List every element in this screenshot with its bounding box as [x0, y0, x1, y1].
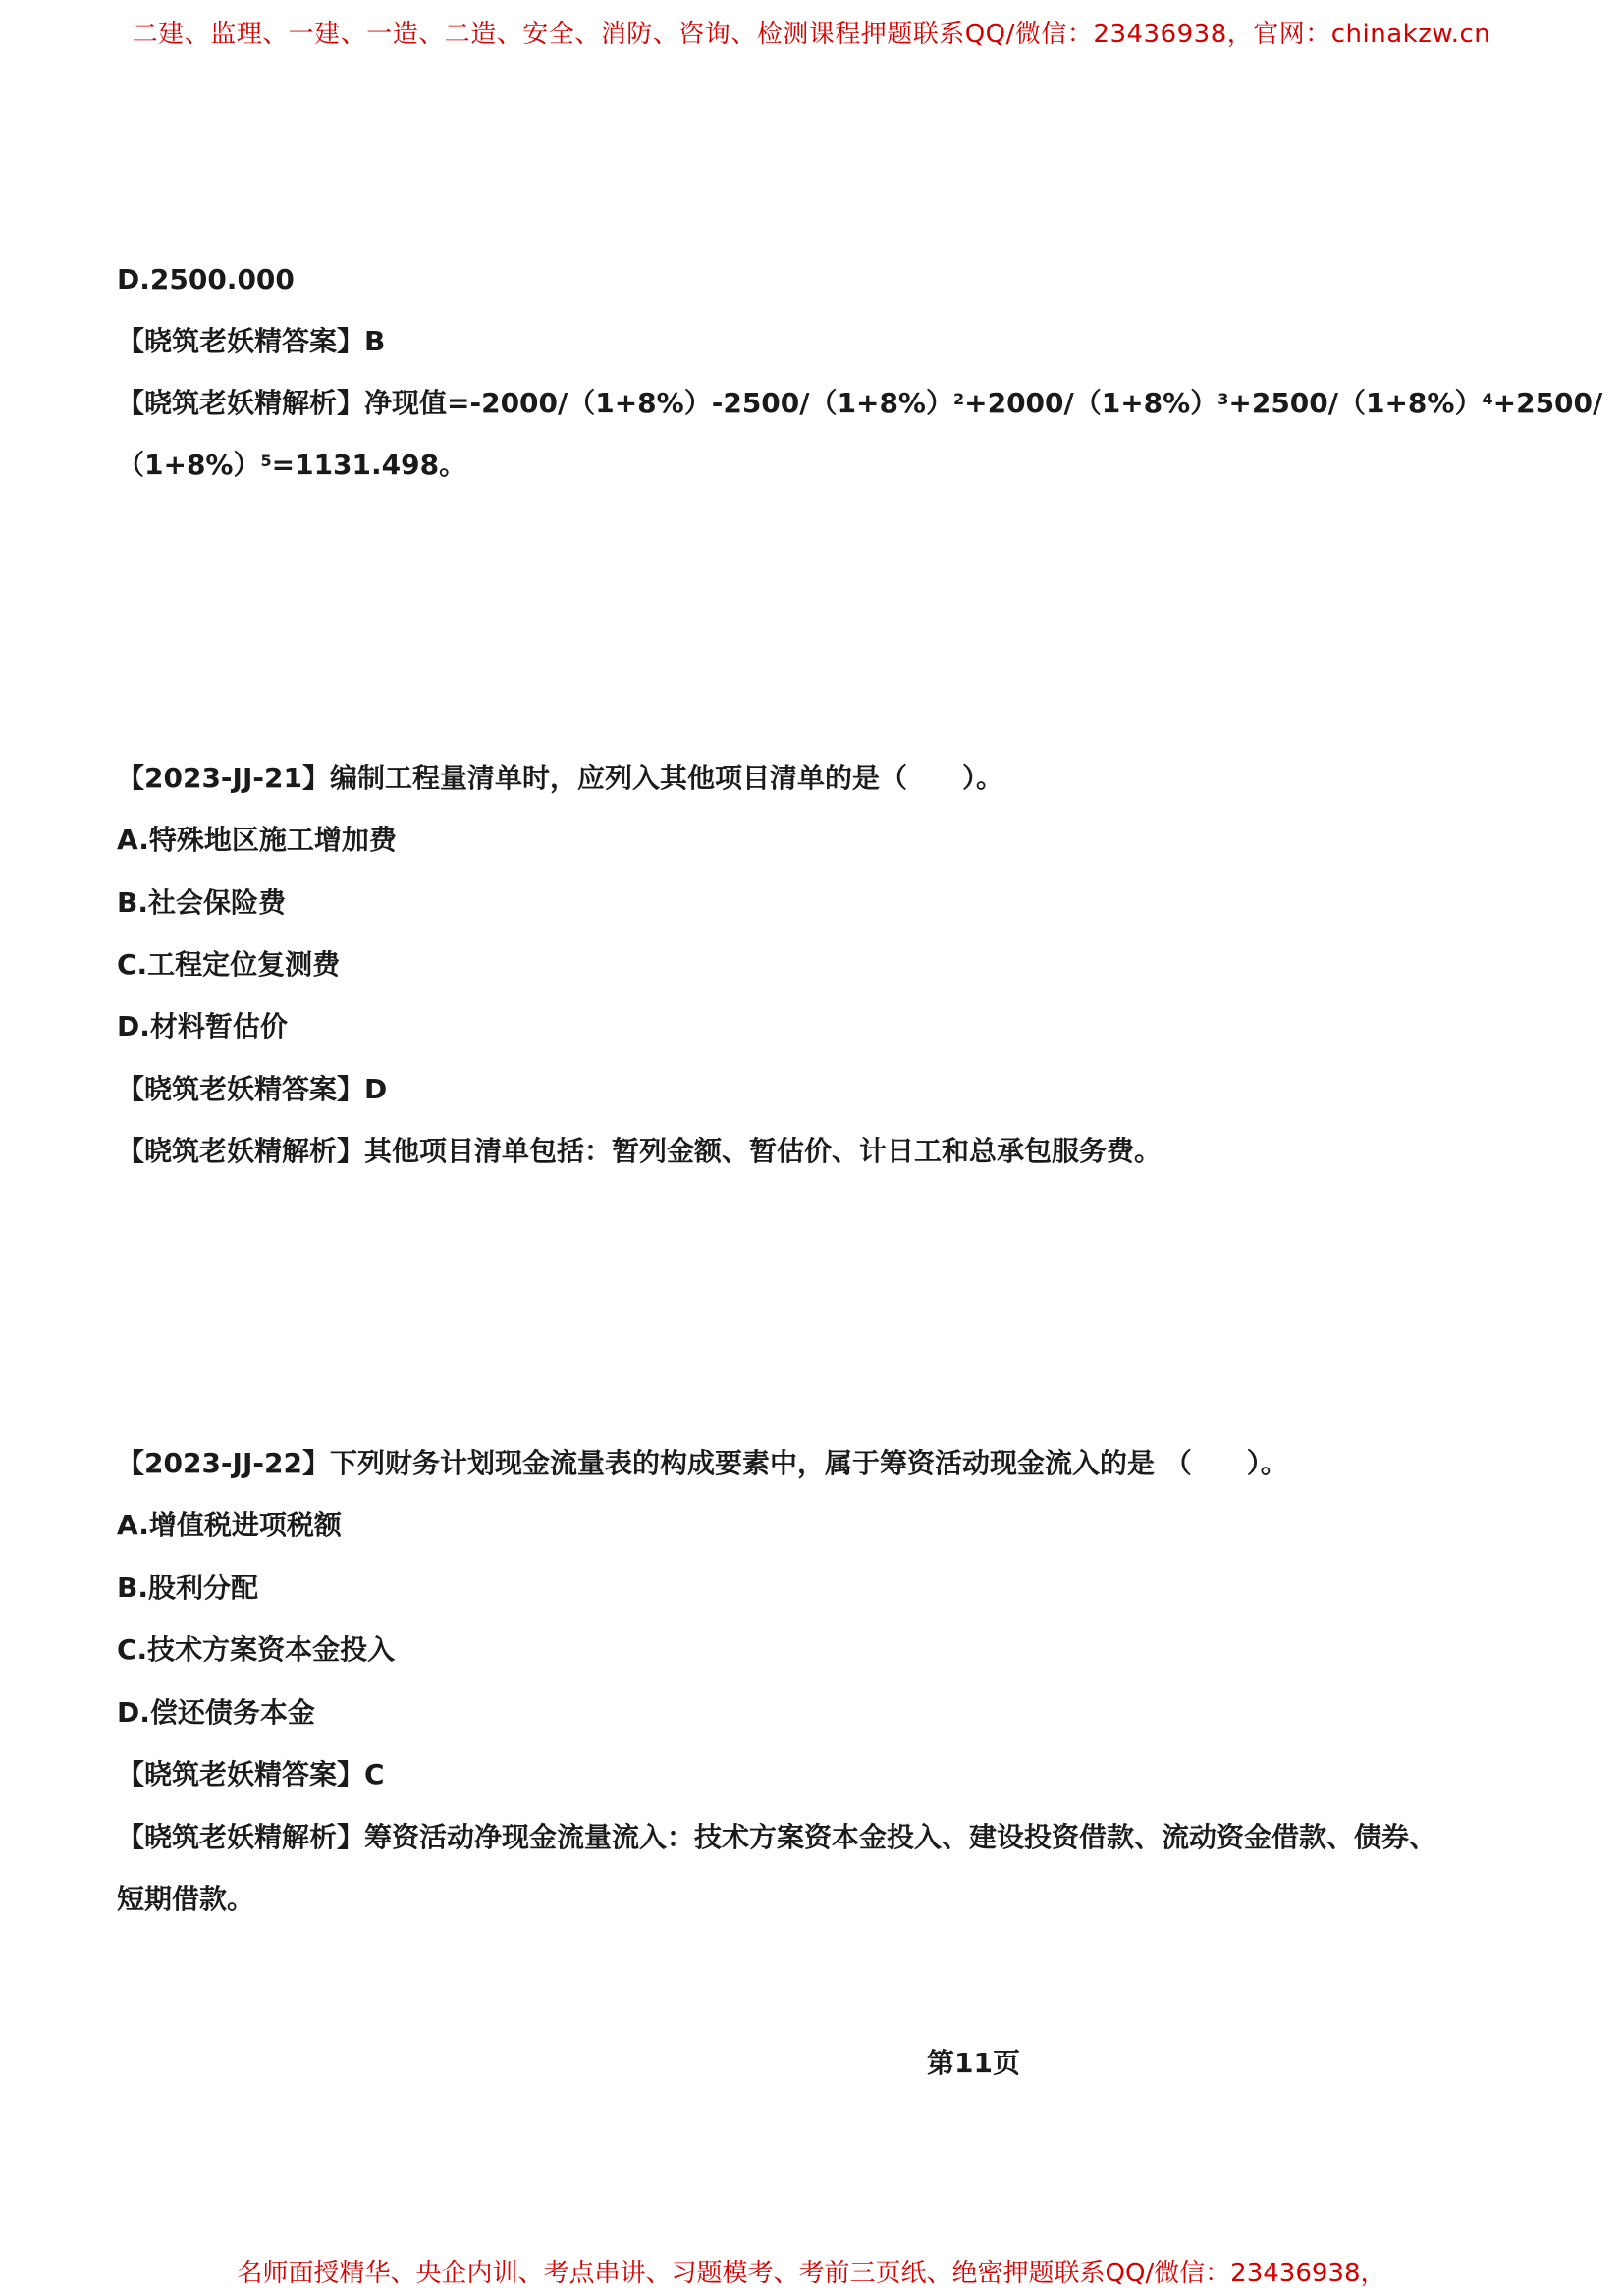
- q22-question: 【2023-JJ-22】下列财务计划现金流量表的构成要素中，属于筹资活动现金流入的是 （ ）。: [117, 1447, 1288, 1479]
- q22-analysis-line1: 【晓筑老妖精解析】筹资活动净现金流量流入：技术方案资本金投入、建设投资借款、流动资金借款、债券、: [117, 1821, 1437, 1853]
- q22-option-c: C.技术方案资本金投入: [117, 1633, 396, 1666]
- q21-option-c: C.工程定位复测费: [117, 948, 341, 981]
- q20-analysis-text: +2500/: [1492, 387, 1603, 419]
- q20-analysis-text: （1+8%）: [117, 449, 261, 481]
- q22-analysis-line2: 短期借款。: [117, 1883, 255, 1915]
- q21-answer: 【晓筑老妖精答案】D: [117, 1073, 388, 1105]
- exponent: 2: [952, 390, 965, 408]
- exponent: 3: [1217, 390, 1229, 408]
- q21-option-d: D.材料暂估价: [117, 1010, 288, 1042]
- q20-analysis-text: =1131.498。: [271, 449, 467, 481]
- q20-analysis-text: +2500/（1+8%）: [1228, 387, 1483, 419]
- page-number: 第11页: [927, 2047, 1020, 2079]
- q22-answer: 【晓筑老妖精答案】C: [117, 1758, 385, 1790]
- q20-answer: 【晓筑老妖精答案】B: [117, 325, 386, 357]
- exponent: 4: [1482, 390, 1493, 408]
- q21-option-a: A.特殊地区施工增加费: [117, 824, 397, 856]
- q21-option-b: B.社会保险费: [117, 886, 286, 919]
- q20-analysis-text: 【晓筑老妖精解析】净现值=-2000/（1+8%）-2500/（1+8%）: [117, 387, 953, 419]
- q20-analysis-line2: [117, 448, 466, 483]
- q21-question: 【2023-JJ-21】编制工程量清单时，应列入其他项目清单的是（ ）。: [117, 762, 1003, 794]
- q21-analysis: 【晓筑老妖精解析】其他项目清单包括：暂列金额、暂估价、计日工和总承包服务费。: [117, 1135, 1163, 1167]
- header-banner: 二建、监理、一建、一造、二造、安全、消防、咨询、检测课程押题联系QQ/微信：23436938，官网：chinakzw.cn: [132, 20, 1491, 49]
- q22-option-d: D.偿还债务本金: [117, 1696, 315, 1729]
- q20-analysis-text: +2000/（1+8%）: [964, 387, 1218, 419]
- q20-option-d: D.2500.000: [117, 263, 295, 295]
- q20-analysis-line1: [117, 386, 1602, 421]
- exponent: 5: [260, 452, 272, 470]
- q22-option-a: A.增值税进项税额: [117, 1509, 342, 1541]
- q22-option-b: B.股利分配: [117, 1572, 258, 1604]
- footer-banner: 名师面授精华、央企内训、考点串讲、习题模考、考前三页纸、绝密押题联系QQ/微信：23436938，: [237, 2259, 1386, 2288]
